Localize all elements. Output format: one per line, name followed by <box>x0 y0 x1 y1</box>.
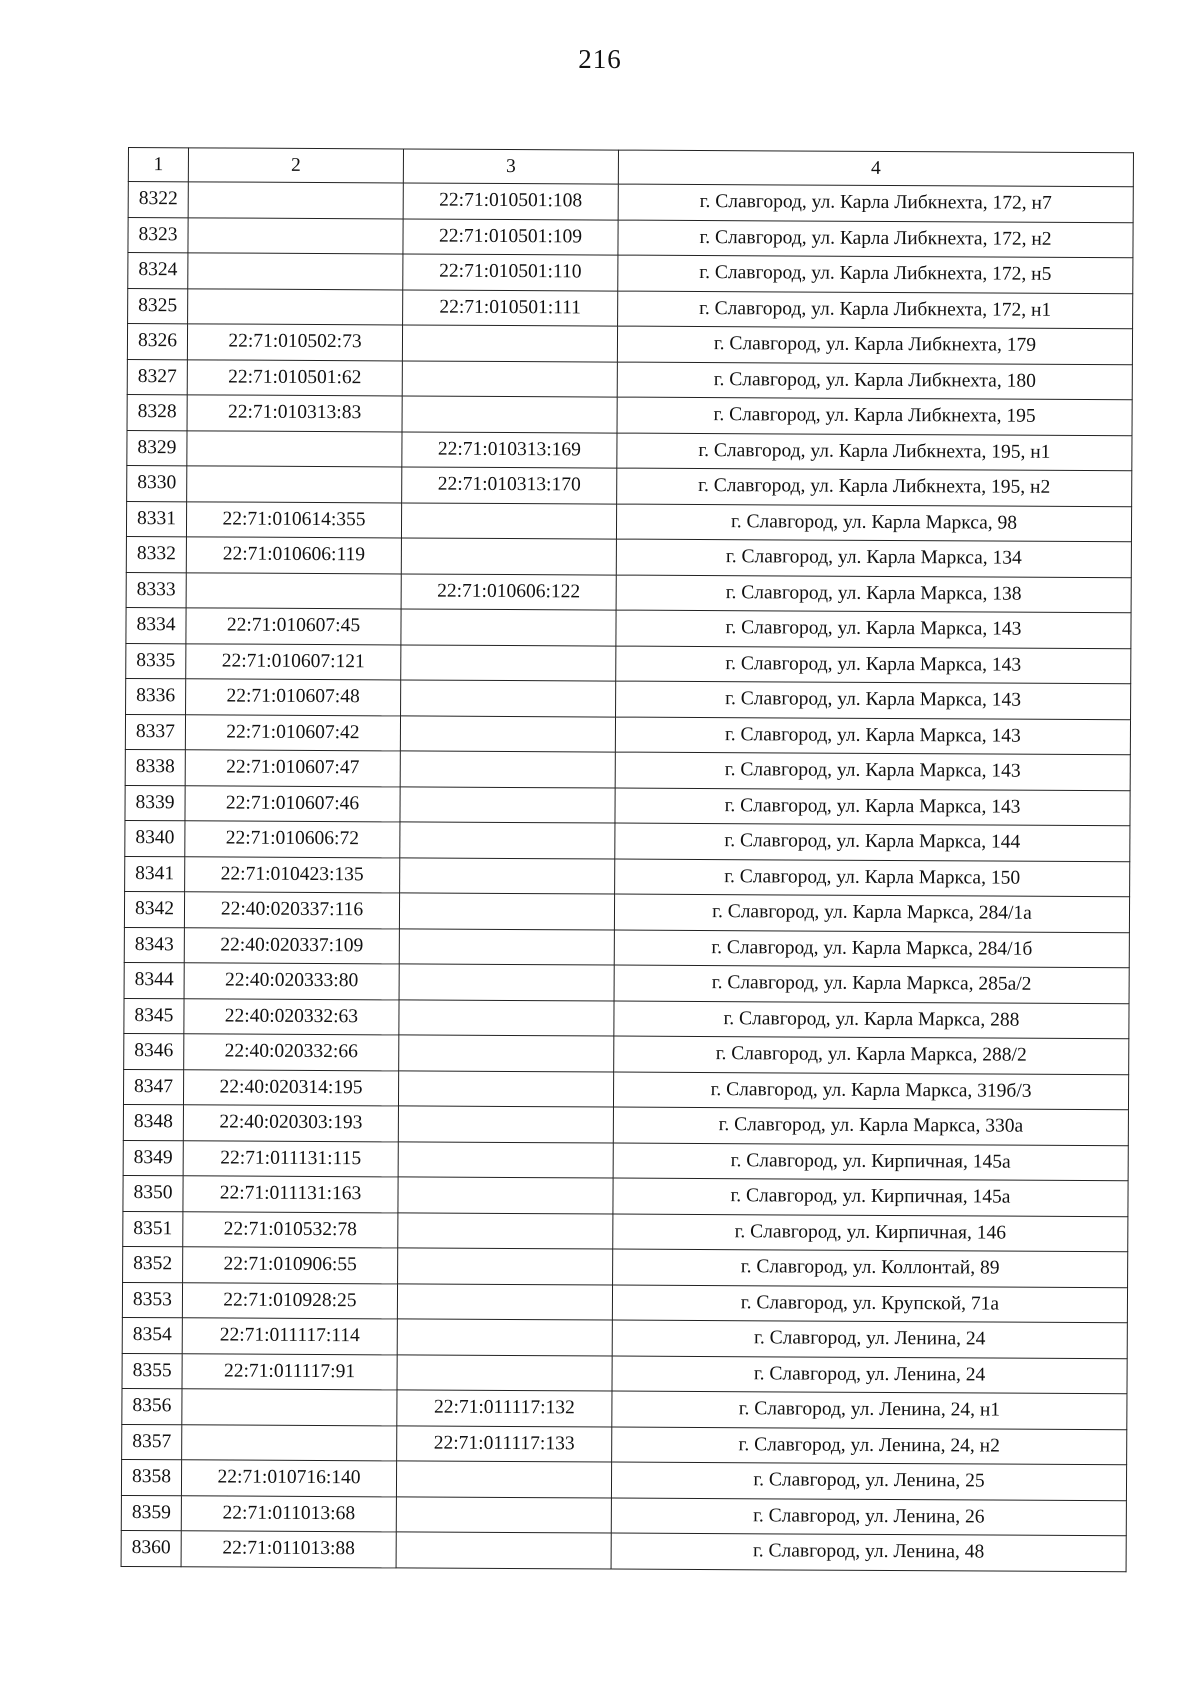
cadastral-number-land-cell: 22:71:010502:73 <box>187 324 402 361</box>
table-row <box>124 891 1129 932</box>
address-cell: г. Славгород, ул. Карла Либкнехта, 180 <box>617 362 1132 400</box>
cadastral-number-building-cell <box>401 609 616 646</box>
row-number-cell: 8347 <box>123 1069 183 1105</box>
cadastral-number-building-cell <box>398 1212 613 1249</box>
cadastral-number-land-cell <box>188 182 403 219</box>
table-row <box>124 998 1129 1039</box>
row-number-cell: 8338 <box>125 749 185 785</box>
cadastral-number-land-cell <box>182 1424 397 1461</box>
address-cell: г. Славгород, ул. Карла Либкнехта, 172, н5 <box>618 255 1133 293</box>
row-number-cell: 8333 <box>126 572 186 608</box>
cadastral-number-building-cell <box>399 964 614 1001</box>
table-row <box>127 430 1132 471</box>
row-number-cell: 8351 <box>123 1211 183 1247</box>
address-cell: г. Славгород, ул. Карла Либкнехта, 195 <box>617 397 1132 435</box>
column-header-1: 1 <box>128 148 188 182</box>
row-number-cell: 8345 <box>124 998 184 1034</box>
cadastral-number-building-cell <box>399 999 614 1036</box>
address-cell: г. Славгород, ул. Карла Маркса, 138 <box>616 575 1131 613</box>
cadastral-number-land-cell: 22:71:010607:47 <box>185 750 400 787</box>
address-cell: г. Славгород, ул. Карла Маркса, 143 <box>616 610 1131 648</box>
row-number-cell: 8330 <box>127 465 187 501</box>
table-row <box>123 1069 1128 1110</box>
table-row <box>128 288 1133 329</box>
row-number-cell: 8349 <box>123 1140 183 1176</box>
address-cell: г. Славгород, ул. Ленина, 25 <box>611 1462 1126 1500</box>
address-cell: г. Славгород, ул. Карла Маркса, 319б/3 <box>613 1072 1128 1110</box>
row-number-cell: 8346 <box>124 1033 184 1069</box>
address-cell: г. Славгород, ул. Карла Маркса, 143 <box>615 717 1130 755</box>
cadastral-number-land-cell: 22:40:020333:80 <box>184 963 399 1000</box>
cadastral-number-land-cell <box>186 572 401 609</box>
cadastral-number-land-cell: 22:71:010606:72 <box>185 821 400 858</box>
cadastral-number-land-cell: 22:40:020337:116 <box>184 892 399 929</box>
table-row <box>127 359 1132 400</box>
row-number-cell: 8356 <box>122 1388 182 1424</box>
table-row <box>122 1424 1127 1465</box>
cadastral-number-land-cell: 22:71:010423:135 <box>185 856 400 893</box>
cadastral-number-land-cell: 22:71:011131:163 <box>183 1176 398 1213</box>
cadastral-number-land-cell: 22:40:020303:193 <box>183 1105 398 1142</box>
cadastral-number-land-cell <box>187 466 402 503</box>
cadastral-number-land-cell: 22:71:010606:119 <box>186 537 401 574</box>
address-cell: г. Славгород, ул. Карла Либкнехта, 172, н2 <box>618 220 1133 258</box>
cadastral-number-land-cell: 22:71:011131:115 <box>183 1140 398 1177</box>
address-cell: г. Славгород, ул. Карла Маркса, 330а <box>613 1107 1128 1145</box>
cadastral-number-land-cell: 22:71:010501:62 <box>187 359 402 396</box>
row-number-cell: 8342 <box>124 891 184 927</box>
address-cell: г. Славгород, ул. Карла Либкнехта, 172, н7 <box>618 184 1133 222</box>
cadastral-number-building-cell: 22:71:010313:169 <box>402 431 617 468</box>
table-row <box>125 785 1130 826</box>
table-row <box>124 927 1129 968</box>
cadastral-number-building-cell: 22:71:011117:132 <box>397 1390 612 1427</box>
address-cell: г. Славгород, ул. Коллонтай, 89 <box>613 1249 1128 1287</box>
address-cell: г. Славгород, ул. Карла Маркса, 143 <box>615 788 1130 826</box>
table-row <box>124 1033 1129 1074</box>
row-number-cell: 8341 <box>125 856 185 892</box>
row-number-cell: 8329 <box>127 430 187 466</box>
row-number-cell: 8332 <box>126 536 186 572</box>
row-number-cell: 8352 <box>123 1246 183 1282</box>
cadastral-number-building-cell <box>400 751 615 788</box>
table-row <box>123 1175 1128 1216</box>
table-row <box>123 1140 1128 1181</box>
cadastral-number-building-cell: 22:71:010501:111 <box>403 289 618 326</box>
cadastral-number-building-cell <box>402 396 617 433</box>
table-row <box>124 962 1129 1003</box>
cadastral-number-building-cell <box>398 1248 613 1285</box>
page-number: 216 <box>578 44 622 74</box>
address-cell: г. Славгород, ул. Ленина, 48 <box>611 1533 1126 1571</box>
cadastral-number-building-cell <box>396 1496 611 1533</box>
table-row <box>122 1317 1127 1358</box>
cadastral-number-building-cell <box>396 1532 611 1569</box>
row-number-cell: 8354 <box>122 1317 182 1353</box>
row-number-cell: 8331 <box>126 501 186 537</box>
registry-table <box>121 147 1134 1572</box>
row-number-cell: 8327 <box>127 359 187 395</box>
address-cell: г. Славгород, ул. Карла Маркса, 134 <box>616 539 1131 577</box>
table-row <box>127 465 1132 506</box>
cadastral-number-land-cell: 22:40:020332:63 <box>184 998 399 1035</box>
cadastral-number-land-cell: 22:71:010607:48 <box>186 679 401 716</box>
table-row <box>128 182 1133 223</box>
address-cell: г. Славгород, ул. Карла Либкнехта, 179 <box>617 326 1132 364</box>
row-number-cell: 8350 <box>123 1175 183 1211</box>
table-row <box>126 607 1131 648</box>
cadastral-number-land-cell: 22:71:010607:42 <box>185 714 400 751</box>
cadastral-number-building-cell <box>400 786 615 823</box>
address-cell: г. Славгород, ул. Карла Маркса, 288 <box>614 1001 1129 1039</box>
cadastral-number-land-cell: 22:71:010607:46 <box>185 785 400 822</box>
cadastral-number-land-cell: 22:71:011013:68 <box>181 1495 396 1532</box>
column-header-2: 2 <box>188 148 403 183</box>
row-number-cell: 8336 <box>126 678 186 714</box>
row-number-cell: 8325 <box>128 288 188 324</box>
row-number-cell: 8358 <box>121 1459 181 1495</box>
table-row <box>122 1388 1127 1429</box>
address-cell: г. Славгород, ул. Карла Маркса, 284/1а <box>614 894 1129 932</box>
row-number-cell: 8355 <box>122 1353 182 1389</box>
table-row <box>125 856 1130 897</box>
cadastral-number-building-cell <box>402 325 617 362</box>
cadastral-number-building-cell <box>397 1354 612 1391</box>
row-number-cell: 8359 <box>121 1495 181 1531</box>
table-row <box>121 1459 1126 1500</box>
address-cell: г. Славгород, ул. Карла Либкнехта, 195, н1 <box>617 433 1132 471</box>
table-row <box>122 1282 1127 1323</box>
table-row <box>127 324 1132 365</box>
header-row <box>128 148 1133 187</box>
cadastral-number-building-cell <box>400 715 615 752</box>
address-cell: г. Славгород, ул. Карла Маркса, 143 <box>616 646 1131 684</box>
cadastral-number-building-cell <box>398 1141 613 1178</box>
address-cell: г. Славгород, ул. Ленина, 24, н2 <box>612 1427 1127 1465</box>
address-cell: г. Славгород, ул. Ленина, 24 <box>612 1320 1127 1358</box>
table-row <box>126 572 1131 613</box>
cadastral-number-building-cell <box>401 644 616 681</box>
row-number-cell: 8334 <box>126 607 186 643</box>
cadastral-number-building-cell: 22:71:010501:110 <box>403 254 618 291</box>
cadastral-number-land-cell: 22:71:010532:78 <box>183 1211 398 1248</box>
cadastral-number-building-cell <box>401 680 616 717</box>
row-number-cell: 8322 <box>128 182 188 218</box>
address-cell: г. Славгород, ул. Карла Маркса, 143 <box>616 681 1131 719</box>
cadastral-number-building-cell <box>399 893 614 930</box>
cadastral-number-building-cell <box>400 857 615 894</box>
address-cell: г. Славгород, ул. Кирпичная, 145а <box>613 1143 1128 1181</box>
cadastral-number-land-cell: 22:71:010607:121 <box>186 643 401 680</box>
row-number-cell: 8357 <box>122 1424 182 1460</box>
address-cell: г. Славгород, ул. Карла Маркса, 143 <box>615 752 1130 790</box>
table-row <box>127 394 1132 435</box>
table-row <box>123 1246 1128 1287</box>
cadastral-number-land-cell: 22:40:020337:109 <box>184 927 399 964</box>
address-cell: г. Славгород, ул. Кирпичная, 145а <box>613 1178 1128 1216</box>
table-row <box>123 1104 1128 1145</box>
row-number-cell: 8348 <box>123 1104 183 1140</box>
address-cell: г. Славгород, ул. Карла Либкнехта, 172, н1 <box>618 291 1133 329</box>
table-row <box>126 678 1131 719</box>
table-row <box>126 501 1131 542</box>
cadastral-number-land-cell: 22:71:010607:45 <box>186 608 401 645</box>
cadastral-number-building-cell <box>399 1035 614 1072</box>
row-number-cell: 8340 <box>125 820 185 856</box>
column-header-4: 4 <box>618 150 1133 187</box>
cadastral-number-land-cell <box>188 288 403 325</box>
table-body <box>121 182 1133 1572</box>
cadastral-number-land-cell: 22:71:010313:83 <box>187 395 402 432</box>
table-row <box>126 643 1131 684</box>
cadastral-number-building-cell <box>397 1319 612 1356</box>
cadastral-number-building-cell: 22:71:010313:170 <box>402 467 617 504</box>
row-number-cell: 8328 <box>127 394 187 430</box>
cadastral-number-land-cell <box>182 1389 397 1426</box>
cadastral-number-building-cell: 22:71:011117:133 <box>397 1425 612 1462</box>
cadastral-number-land-cell: 22:40:020332:66 <box>184 1034 399 1071</box>
cadastral-number-building-cell <box>398 1177 613 1214</box>
row-number-cell: 8344 <box>124 962 184 998</box>
table-row <box>125 749 1130 790</box>
row-number-cell: 8323 <box>128 217 188 253</box>
column-header-3: 3 <box>403 149 618 184</box>
address-cell: г. Славгород, ул. Карла Маркса, 98 <box>616 504 1131 542</box>
cadastral-number-land-cell: 22:71:011117:91 <box>182 1353 397 1390</box>
address-cell: г. Славгород, ул. Кирпичная, 146 <box>613 1214 1128 1252</box>
row-number-cell: 8337 <box>125 714 185 750</box>
cadastral-number-land-cell <box>187 430 402 467</box>
row-number-cell: 8360 <box>121 1530 181 1566</box>
table-row <box>121 1495 1126 1536</box>
row-number-cell: 8324 <box>128 253 188 289</box>
cadastral-number-building-cell: 22:71:010606:122 <box>401 573 616 610</box>
cadastral-number-land-cell: 22:71:011013:88 <box>181 1531 396 1568</box>
cadastral-number-land-cell: 22:40:020314:195 <box>183 1069 398 1106</box>
address-cell: г. Славгород, ул. Карла Маркса, 144 <box>615 823 1130 861</box>
address-cell: г. Славгород, ул. Ленина, 24 <box>612 1356 1127 1394</box>
table-row <box>128 253 1133 294</box>
row-number-cell: 8353 <box>122 1282 182 1318</box>
cadastral-number-land-cell: 22:71:010906:55 <box>183 1247 398 1284</box>
row-number-cell: 8335 <box>126 643 186 679</box>
row-number-cell: 8339 <box>125 785 185 821</box>
address-cell: г. Славгород, ул. Карла Либкнехта, 195, н2 <box>617 468 1132 506</box>
address-cell: г. Славгород, ул. Карла Маркса, 284/1б <box>614 930 1129 968</box>
address-cell: г. Славгород, ул. Карла Маркса, 288/2 <box>614 1036 1129 1074</box>
address-cell: г. Славгород, ул. Ленина, 24, н1 <box>612 1391 1127 1429</box>
cadastral-number-building-cell: 22:71:010501:108 <box>403 183 618 220</box>
address-cell: г. Славгород, ул. Крупской, 71а <box>612 1285 1127 1323</box>
cadastral-number-building-cell <box>398 1070 613 1107</box>
table-row <box>121 1530 1126 1571</box>
cadastral-number-land-cell <box>188 217 403 254</box>
row-number-cell: 8343 <box>124 927 184 963</box>
cadastral-number-building-cell <box>399 928 614 965</box>
cadastral-number-land-cell <box>188 253 403 290</box>
table-row <box>125 714 1130 755</box>
cadastral-number-land-cell: 22:71:011117:114 <box>182 1318 397 1355</box>
cadastral-number-building-cell <box>401 502 616 539</box>
cadastral-number-building-cell <box>402 360 617 397</box>
table-row <box>126 536 1131 577</box>
address-cell: г. Славгород, ул. Ленина, 26 <box>611 1498 1126 1536</box>
cadastral-number-building-cell <box>397 1283 612 1320</box>
cadastral-number-building-cell: 22:71:010501:109 <box>403 218 618 255</box>
address-cell: г. Славгород, ул. Карла Маркса, 285а/2 <box>614 965 1129 1003</box>
cadastral-number-land-cell: 22:71:010614:355 <box>186 501 401 538</box>
cadastral-number-building-cell <box>396 1461 611 1498</box>
cadastral-number-building-cell <box>398 1106 613 1143</box>
cadastral-number-building-cell <box>400 822 615 859</box>
table-row <box>125 820 1130 861</box>
cadastral-number-land-cell: 22:71:010716:140 <box>181 1460 396 1497</box>
row-number-cell: 8326 <box>127 324 187 360</box>
address-cell: г. Славгород, ул. Карла Маркса, 150 <box>615 859 1130 897</box>
cadastral-number-building-cell <box>401 538 616 575</box>
table-row <box>128 217 1133 258</box>
table-row <box>123 1211 1128 1252</box>
table-row <box>122 1353 1127 1394</box>
cadastral-number-land-cell: 22:71:010928:25 <box>182 1282 397 1319</box>
